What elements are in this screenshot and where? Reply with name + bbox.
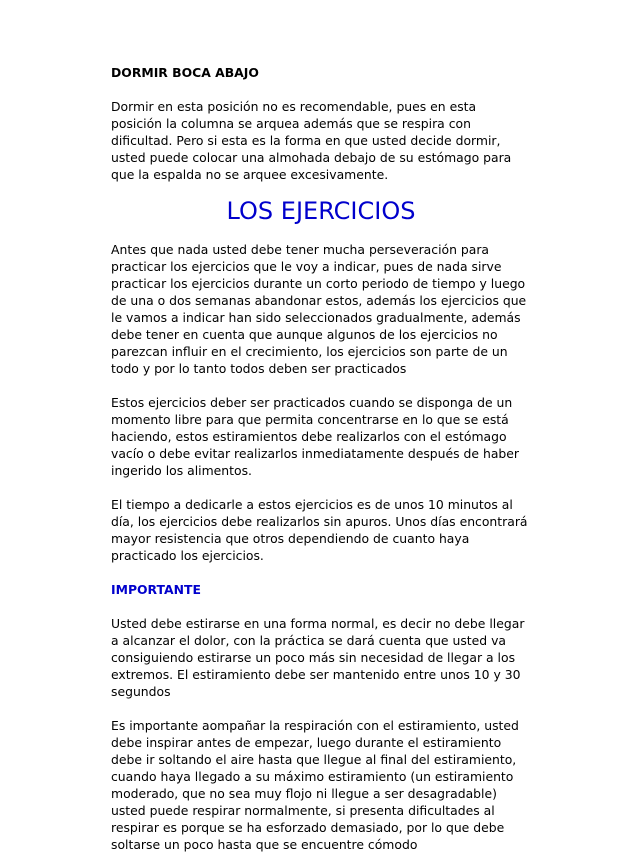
paragraph-momento-libre: Estos ejercicios deber ser practicados cuando se disponga de un momento libre para que permita concentrarse en lo que se está haciendo, estos estiramientos debe realizarlos con el estómago vacío o debe evitar realizarlos inmediatamente después de haber ingerido los alimentos. xyxy=(111,395,519,478)
heading-importante: IMPORTANTE xyxy=(111,582,201,597)
section-title-los-ejercicios: LOS EJERCICIOS xyxy=(226,197,416,225)
document-page xyxy=(111,64,531,853)
paragraph-tiempo: El tiempo a dedicarle a estos ejercicios es de unos 10 minutos al día, los ejercicios debe realizarlos sin apuros. Unos días encontrará mayor resistencia que otros dependiendo de cuanto haya practicado los ejercicios. xyxy=(111,497,528,563)
paragraph-dormir: Dormir en esta posición no es recomendable, pues en esta posición la columna se arquea además que se respira con dificultad. Pero si esta es la forma en que usted decide dormir, usted puede colocar una almohada debajo de su estómago para que la espalda no se arquee excesivamente. xyxy=(111,99,512,182)
paragraph-respiracion: Es importante aompañar la respiración con el estiramiento, usted debe inspirar antes de empezar, luego durante el estiramiento debe ir soltando el aire hasta que llegue al final del estiramiento, cuando haya llegado a su máximo estiramiento (un estiramiento moderado, que no sea muy flojo ni llegue a ser desagradable) usted puede respirar normalmente, si presenta dificultades al respirar es porque se ha esforzado demasiado, por lo que debe soltarse un poco hasta que se encuentre cómodo xyxy=(111,718,519,852)
heading-dormir-boca-abajo: DORMIR BOCA ABAJO xyxy=(111,65,259,80)
paragraph-estirarse: Usted debe estirarse en una forma normal, es decir no debe llegar a alcanzar el dolor, con la práctica se dará cuenta que usted va consiguiendo estirarse un poco más sin necesidad de llegar a los extremos. El estiramiento debe ser mantenido entre unos 10 y 30 segundos xyxy=(111,616,525,699)
paragraph-perseveracion: Antes que nada usted debe tener mucha perseveración para practicar los ejercicios que le voy a indicar, pues de nada sirve practicar los ejercicios durante un corto periodo de tiempo y luego de una o dos semanas abandonar estos, además los ejercicios que le vamos a indicar han sido seleccionados gradualmente, además debe tener en cuenta que aunque algunos de los ejercicios no parezcan influir en el crecimiento, los ejercicios son parte de un todo y por lo tanto todos deben ser practicados xyxy=(111,242,527,376)
